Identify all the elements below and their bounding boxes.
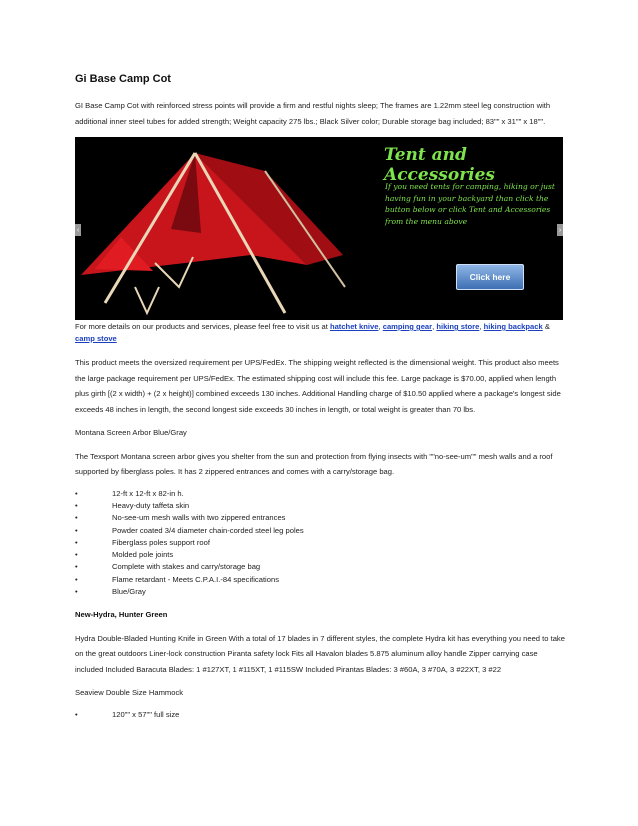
feature-text: Blue/Gray — [112, 587, 146, 597]
product-title-hydra: New-Hydra, Hunter Green — [75, 610, 168, 620]
list-item — [75, 549, 565, 561]
list-item — [75, 500, 565, 512]
hammock-feature-list — [75, 709, 565, 721]
bullet-icon: • — [75, 537, 78, 547]
link-hiking-backpack[interactable]: hiking backpack — [483, 322, 543, 331]
product-title-cot: Gi Base Camp Cot — [75, 73, 171, 85]
list-item — [75, 709, 565, 721]
feature-text: Fiberglass poles support roof — [112, 537, 210, 547]
links-paragraph — [75, 321, 565, 344]
product-title-hammock: Seaview Double Size Hammock — [75, 688, 184, 698]
list-item — [75, 512, 565, 524]
bullet-icon: • — [75, 574, 78, 584]
click-here-button[interactable]: Click here — [456, 264, 524, 290]
next-arrow-icon[interactable]: › — [557, 224, 563, 236]
tent-accessories-banner[interactable] — [75, 137, 563, 320]
feature-text: Molded pole joints — [112, 550, 174, 560]
list-item — [75, 574, 565, 586]
bullet-icon: • — [75, 562, 78, 572]
bullet-icon: • — [75, 513, 78, 523]
document-content — [75, 73, 565, 730]
product-title-arbor: Montana Screen Arbor Blue/Gray — [75, 428, 187, 438]
bullet-icon: • — [75, 500, 78, 510]
bullet-icon: • — [75, 587, 78, 597]
bullet-icon: • — [75, 550, 78, 560]
feature-text: 12-ft x 12-ft x 82-in h. — [112, 488, 184, 498]
link-separator: , — [432, 322, 437, 331]
link-camping-gear[interactable]: camping gear — [382, 322, 433, 331]
shipping-info: This product meets the oversized requirement per UPS/FedEx. The shipping weight reflected is the dimensional weight. This product also meets the large package requirement per UPS/FedEx. The estimated shipping cost will include this fee. Large package is $70.00, applied when length plus girth [(2 x width) + (2 x height)] combined exceeds 130 inches. Additional Handling charge of $10.50 applied where a package's longest side exceeds 48 inches in length, the second longest side exceeds 30 inches in length, or total weight is greater than 70 lbs. — [75, 358, 561, 414]
feature-text: Flame retardant - Meets C.P.A.I.-84 specifications — [112, 574, 279, 584]
feature-text: Complete with stakes and carry/storage bag — [112, 562, 261, 572]
banner-text: If you need tents for camping, hiking or just having fun in your backyard than click the button below or click Tent and Accessories from the menu above — [385, 182, 555, 226]
list-item — [75, 488, 565, 500]
product-description-arbor: The Texsport Montana screen arbor gives you shelter from the sun and protection from flying insects with ""no-see-um"" mesh walls and a roof supported by fiberglass poles. It has 2 zippered entrances and comes with a carry/storage bag. — [75, 451, 553, 477]
list-item — [75, 525, 565, 537]
tent-illustration — [75, 137, 375, 320]
product-description-hydra: Hydra Double-Bladed Hunting Knife in Green With a total of 17 blades in 7 different styles, the complete Hydra kit has everything you need to take on the great outdoors Liner-lock construction Piranta safety lock Fits all Havalon blades 5.875 aluminum alloy handle Zipper carrying case included Included Baracuta Blades: 1 #127XT, 1 #115XT, 1 #115SW Included Pirantas Blades: 3 #60A, 3 #70A, 3 #22XT, 3 #22 — [75, 633, 565, 674]
list-item — [75, 537, 565, 549]
link-separator: , — [479, 322, 484, 331]
link-separator: & — [542, 322, 550, 331]
bullet-icon: • — [75, 525, 78, 535]
product-description-cot: GI Base Camp Cot with reinforced stress points will provide a firm and restful nights sleep; The frames are 1.22mm steel leg construction with additional inner steel tubes for added strength; Weight capacity 275 lbs.; Black Silver color; Durable storage bag included; 83"" x 31"" x 18"". — [75, 101, 551, 126]
bullet-icon: • — [75, 709, 78, 719]
links-prefix: For more details on our products and services, please feel free to visit us at — [75, 322, 330, 331]
feature-text: Powder coated 3/4 diameter chain-corded steel leg poles — [112, 525, 304, 535]
link-hatchet-knive[interactable]: hatchet knive — [329, 322, 379, 331]
link-separator: , — [378, 322, 383, 331]
feature-text: Heavy-duty taffeta skin — [112, 500, 190, 510]
list-item — [75, 561, 565, 573]
bullet-icon: • — [75, 488, 78, 498]
arbor-feature-list — [75, 488, 565, 599]
prev-arrow-icon[interactable]: ‹ — [75, 224, 81, 236]
list-item — [75, 586, 565, 598]
feature-text: No-see-um mesh walls with two zippered entrances — [112, 513, 286, 523]
banner-title: Tent and Accessories — [384, 145, 495, 185]
feature-text: 120"" x 57"" full size — [112, 709, 180, 719]
link-hiking-store[interactable]: hiking store — [436, 322, 480, 331]
link-camp-stove[interactable]: camp stove — [75, 333, 117, 343]
